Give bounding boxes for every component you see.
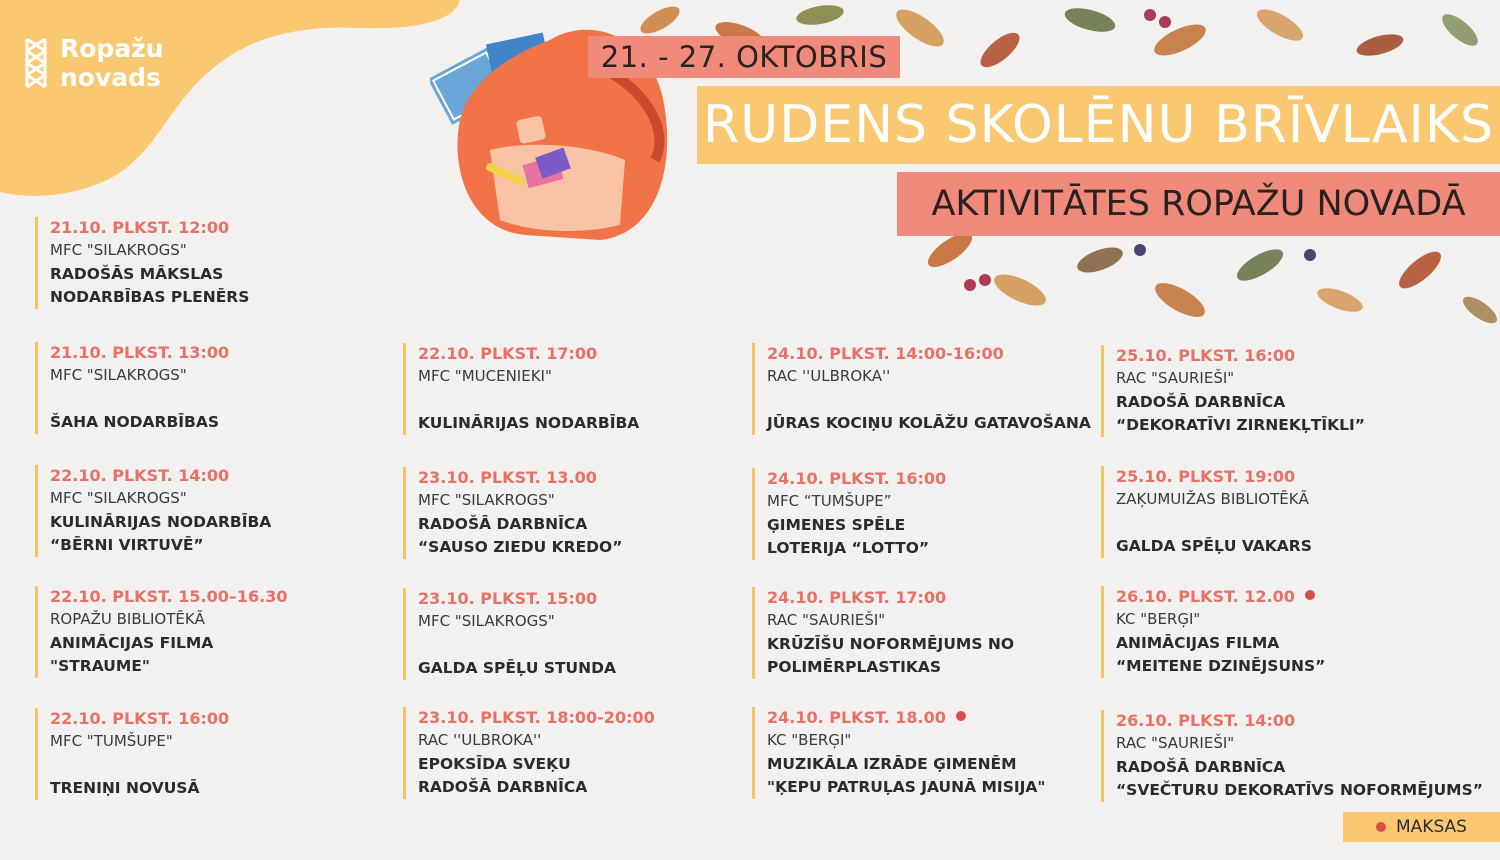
event-card (752, 707, 1082, 799)
event-datetime: 22.10. PLKST. 16:00 (50, 709, 230, 728)
event-venue: MFC “TUMŠUPE” (767, 492, 892, 510)
event-venue: KC "BERĢI" (1116, 610, 1201, 628)
event-title: GALDA SPĒĻU VAKARS (1116, 537, 1312, 555)
event-venue: RAC "SAURIEŠI" (767, 611, 886, 629)
event-card (752, 343, 1091, 435)
event-venue: ROPAŽU BIBLIOTĒKĀ (50, 610, 205, 628)
event-datetime: 24.10. PLKST. 14:00-16:00 (767, 344, 1004, 363)
event-card (1101, 466, 1431, 558)
event-datetime: 21.10. PLKST. 13:00 (50, 343, 230, 362)
event-venue: MFC "SILAKROGS" (418, 491, 555, 509)
paid-marker-icon (956, 711, 966, 721)
event-venue: ZAĶUMUIŽAS BIBLIOTĒKĀ (1116, 490, 1309, 508)
event-title: ANIMĀCIJAS FILMA "STRAUME" (50, 634, 214, 675)
paid-marker-icon (1305, 590, 1315, 600)
event-card (35, 342, 365, 434)
event-title: RADOŠĀ DARBNĪCA “SVEČTURU DEKORATĪVS NOFORMĒJUMS” (1116, 758, 1483, 799)
event-title: RADOŠĀS MĀKSLAS NODARBĪBAS PLENĒRS (50, 265, 250, 306)
event-title: GALDA SPĒĻU STUNDA (418, 659, 616, 677)
event-datetime: 22.10. PLKST. 14:00 (50, 466, 230, 485)
event-venue: RAC "SAURIEŠI" (1116, 734, 1235, 752)
event-title: EPOKSĪDA SVEĶU RADOŠĀ DARBNĪCA (418, 755, 588, 796)
event-venue: KC "BERĢI" (767, 731, 852, 749)
event-title: TRENIŅI NOVUSĀ (50, 779, 200, 797)
event-datetime: 26.10. PLKST. 12.00 (1116, 586, 1315, 608)
event-venue: RAC "SAURIEŠI" (1116, 369, 1235, 387)
date-range-banner: 21. - 27. OKTOBRIS (588, 36, 900, 78)
event-card (403, 707, 733, 799)
event-card (403, 588, 733, 680)
legend (1343, 812, 1500, 842)
event-datetime: 21.10. PLKST. 12:00 (50, 218, 230, 237)
event-card (403, 343, 733, 435)
event-title: KULINĀRIJAS NODARBĪBA (418, 414, 640, 432)
event-venue: MFC "TUMŠUPE" (50, 732, 173, 750)
event-title: ĢIMENES SPĒLE LOTERIJA “LOTTO” (767, 516, 930, 557)
event-title: MUZIKĀLA IZRĀDE ĢIMENĒM "ĶEPU PATRUĻAS JAUNĀ MISIJA" (767, 755, 1046, 796)
event-card (752, 468, 1082, 560)
event-card (403, 467, 733, 559)
event-datetime: 23.10. PLKST. 18:00-20:00 (418, 708, 655, 727)
event-datetime: 24.10. PLKST. 18.00 (767, 707, 966, 729)
event-datetime: 22.10. PLKST. 15.00–16.30 (50, 587, 288, 606)
event-datetime: 25.10. PLKST. 19:00 (1116, 467, 1296, 486)
event-card (1101, 345, 1431, 437)
logo-line-1: Ropažu (60, 34, 164, 63)
event-title: JŪRAS KOCIŅU KOLĀŽU GATAVOŠANA (767, 414, 1091, 432)
event-datetime: 23.10. PLKST. 15:00 (418, 589, 598, 608)
event-datetime: 25.10. PLKST. 16:00 (1116, 346, 1296, 365)
event-datetime: 24.10. PLKST. 16:00 (767, 469, 947, 488)
event-title: RADOŠĀ DARBNĪCA “SAUSO ZIEDU KREDO” (418, 515, 623, 556)
page-subtitle: AKTIVITĀTES ROPAŽU NOVADĀ (897, 172, 1500, 236)
logo (24, 34, 164, 92)
event-venue: MFC "MUCENIEKI" (418, 367, 552, 385)
event-datetime: 22.10. PLKST. 17:00 (418, 344, 598, 363)
event-title: ANIMĀCIJAS FILMA “MEITENE DZINĒJSUNS” (1116, 634, 1326, 675)
logo-knot-icon (24, 36, 48, 90)
event-venue: MFC "SILAKROGS" (50, 489, 187, 507)
event-card (35, 217, 365, 309)
corner-decoration (0, 0, 470, 200)
event-title: RADOŠĀ DARBNĪCA “DEKORATĪVI ZIRNEKĻTĪKLI” (1116, 393, 1365, 434)
event-datetime: 23.10. PLKST. 13.00 (418, 468, 597, 487)
event-venue: RAC ''ULBROKA'' (767, 367, 891, 385)
event-venue: MFC "SILAKROGS" (418, 612, 555, 630)
event-datetime: 26.10. PLKST. 14:00 (1116, 711, 1296, 730)
event-card (35, 465, 365, 557)
event-card (1101, 586, 1431, 678)
page-title: RUDENS SKOLĒNU BRĪVLAIKS (697, 86, 1500, 164)
event-title: ŠAHA NODARBĪBAS (50, 413, 220, 431)
legend-label: MAKSAS (1396, 817, 1467, 837)
event-datetime: 24.10. PLKST. 17:00 (767, 588, 947, 607)
event-card (1101, 710, 1483, 802)
event-card (35, 586, 365, 678)
event-card (752, 587, 1082, 679)
event-venue: RAC ''ULBROKA'' (418, 731, 542, 749)
event-venue: MFC "SILAKROGS" (50, 366, 187, 384)
event-card (35, 708, 365, 800)
event-title: KULINĀRIJAS NODARBĪBA “BĒRNI VIRTUVĒ” (50, 513, 272, 554)
event-title: KRŪZĪŠU NOFORMĒJUMS NO POLIMĒRPLASTIKAS (767, 635, 1015, 676)
paid-marker-icon (1376, 822, 1386, 832)
logo-line-2: novads (60, 63, 161, 92)
event-venue: MFC "SILAKROGS" (50, 241, 187, 259)
